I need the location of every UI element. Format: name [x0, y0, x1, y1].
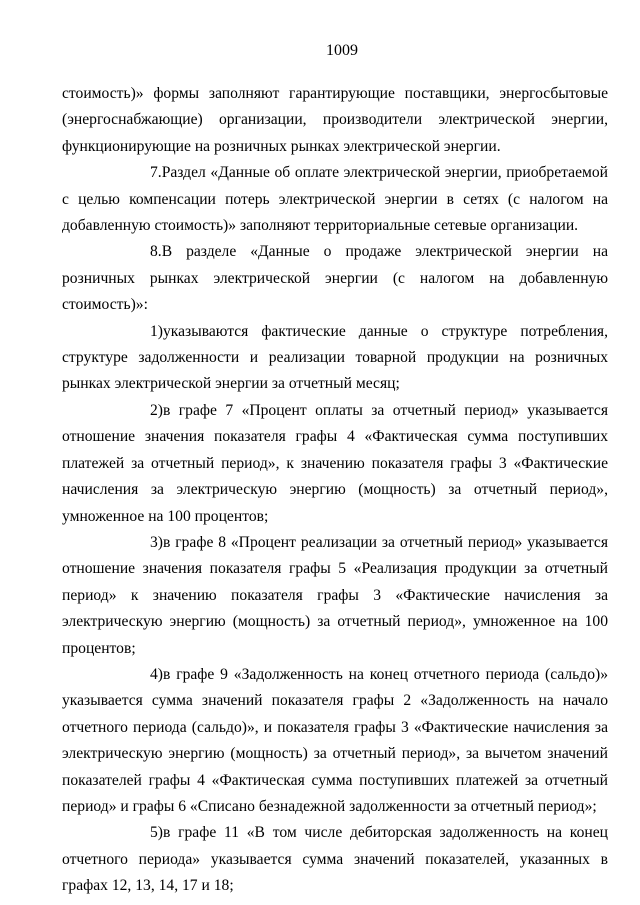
- paragraph-number: 7.: [150, 164, 162, 182]
- list-item-number: 1): [150, 322, 163, 340]
- paragraph-text: Раздел «Данные об оплате электрической энергии, приобретаемой с целью компенсации потерь электрической энергии в сетях (с налогом на добавленную стоимость)» заполняют территориальные сетевые организации.: [62, 164, 608, 235]
- paragraph-number: 8.: [150, 243, 162, 261]
- page-number: 1009: [326, 42, 358, 59]
- list-item-text: в графе 8 «Процент реализации за отчетный период» указывается отношение значения показателя графы 5 «Реализация продукции за отчетный период» к значению показателя графы 3 «Фактические начисления за электрическую энергию (мощность) за отчетный период», умноженное на 100 процентов;: [62, 533, 608, 657]
- paragraph-8: [62, 239, 608, 318]
- list-item-number: 3): [150, 533, 163, 551]
- list-item-1: [62, 319, 608, 398]
- paragraph-text: стоимость)» формы заполняют гарантирующие поставщики, энергосбытовые (энергоснабжающие) организации, производители электрической энергии, функционирующие на розничных рынках электрической энергии.: [62, 85, 608, 155]
- list-item-text: в графе 11 «В том числе дебиторская задолженность на конец отчетного периода» указывается сумма значений показателей, указанных в графах 12, 13, 14, 17 и 18;: [62, 824, 608, 895]
- paragraph-continuation: [62, 81, 608, 160]
- list-item-4: [62, 662, 608, 820]
- list-item-5: [62, 820, 608, 899]
- document-body: [62, 81, 608, 900]
- paragraph-text: В разделе «Данные о продаже электрической энергии на розничных рынках электрической энергии (с налогом на добавленную стоимость)»:: [62, 243, 608, 314]
- list-item-number: 2): [150, 401, 163, 419]
- list-item-text: указываются фактические данные о структуре потребления, структуре задолженности и реализации товарной продукции на розничных рынках электрической энергии за отчетный месяц;: [62, 322, 608, 393]
- paragraph-7: [62, 160, 608, 239]
- list-item-2: [62, 398, 608, 530]
- list-item-number: 5): [150, 824, 163, 842]
- list-item-3: [62, 530, 608, 662]
- list-item-text: в графе 7 «Процент оплаты за отчетный период» указывается отношение значения показателя графы 4 «Фактическая сумма поступивших платежей за отчетный период», к значению показателя графы 3 «Фактические начисления за электрическую энергию (мощность) за отчетный период», умноженное на 100 процентов;: [62, 401, 608, 525]
- list-item-number: 4): [150, 665, 163, 683]
- list-item-text: в графе 9 «Задолженность на конец отчетного периода (сальдо)» указывается сумма значений показателя графы 2 «Задолженность на начало отчетного периода (сальдо)», и показателя графы 3 «Фактические начисления за электрическую энергию (мощность) за отчетный период», за вычетом значений показателей графы 4 «Фактическая сумма поступивших платежей за отчетный период» и графы 6 «Списано безнадежной задолженности за отчетный период»;: [62, 665, 608, 815]
